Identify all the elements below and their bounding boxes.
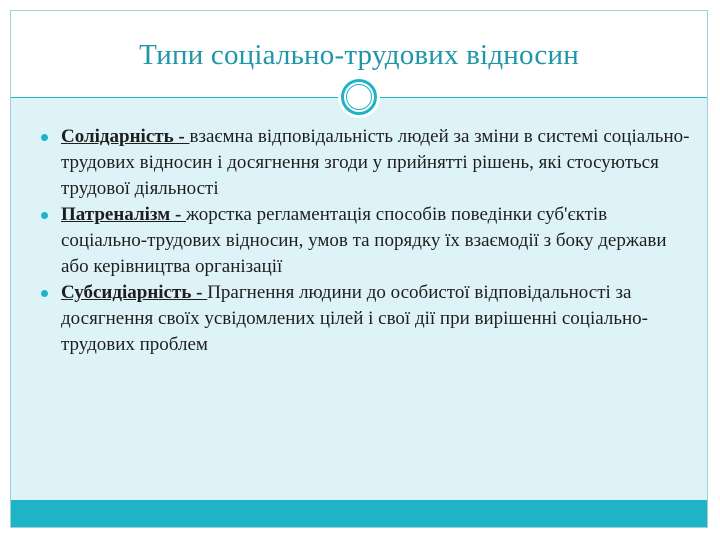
slide (10, 10, 708, 528)
bullet-item-paternalism (41, 202, 691, 280)
circle-ornament-icon (341, 79, 377, 115)
term-solidarity: Солідарність - (61, 126, 190, 147)
bottom-accent-bar (11, 500, 707, 527)
slide-title: Типи соціально-трудових відносин (139, 39, 579, 71)
definition-subsidiarity: Прагнення людини до особистої відповідальності за досягнення своїх усвідомлених цілей і свої дії при вирішенні соціально-трудових проблем (61, 282, 648, 355)
definition-paternalism: жорстка регламентація способів поведінки суб'єктів соціально-трудових відносин, умов та порядку їх взаємодії з боку держави або керівництва організації (61, 204, 667, 277)
bullet-dot-icon (41, 212, 48, 219)
bullet-dot-icon (41, 134, 48, 141)
term-subsidiarity: Субсидіарність - (61, 282, 208, 303)
bullet-list (41, 124, 691, 358)
term-paternalism: Патреналізм - (61, 204, 187, 225)
bullet-item-solidarity (41, 124, 691, 202)
bullet-dot-icon (41, 290, 48, 297)
bullet-item-subsidiarity (41, 280, 691, 358)
definition-solidarity: взаємна відповідальність людей за зміни в системі соціально-трудових відносин і досягнення згоди у прийнятті рішень, які стосуються трудової діяльності (61, 126, 690, 199)
